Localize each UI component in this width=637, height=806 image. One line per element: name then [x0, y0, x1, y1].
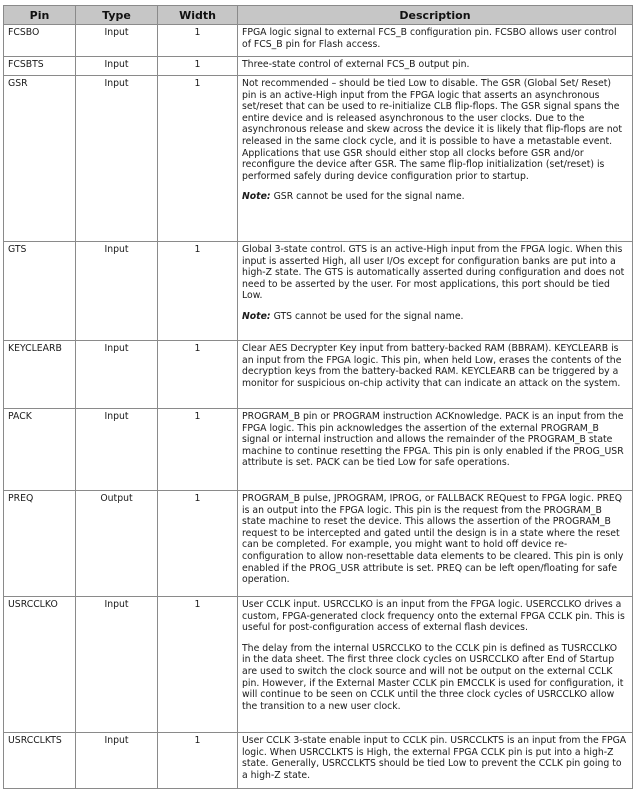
type-cell: Input: [76, 25, 158, 57]
table-row: [4, 76, 633, 242]
width-cell: 1: [158, 597, 238, 733]
description-cell: [238, 76, 633, 242]
width-cell: 1: [158, 76, 238, 242]
note: [242, 311, 628, 323]
type-cell: Input: [76, 597, 158, 733]
header-width: Width: [158, 6, 238, 25]
pin-cell: FCSBTS: [4, 57, 76, 76]
pin-cell: PREQ: [4, 491, 76, 597]
width-cell: 1: [158, 242, 238, 341]
pin-cell: GSR: [4, 76, 76, 242]
type-cell: Input: [76, 341, 158, 409]
table-header-row: [4, 6, 633, 25]
width-cell: 1: [158, 57, 238, 76]
description-cell: [238, 57, 633, 76]
table-row: [4, 409, 633, 491]
type-cell: Input: [76, 733, 158, 789]
description-cell: [238, 597, 633, 733]
header-type: Type: [76, 6, 158, 25]
description-text: User CCLK 3-state enable input to CCLK pin. USRCCLKTS is an input from the FPGA logic. When USRCCLKTS is High, the external FPGA CCLK pin is put into a high-Z state. Generally, USRCCLKTS should be tied Low to prevent the CCLK pin going to a high-Z state.: [242, 735, 627, 781]
description-text: FPGA logic signal to external FCS_B configuration pin. FCSBO allows user control of FCS_B pin for Flash access.: [242, 27, 617, 50]
description-text: PROGRAM_B pulse, JPROGRAM, IPROG, or FALLBACK REQuest to FPGA logic. PREQ is an output into the FPGA logic. This pin is the request from the PROGRAM_B state machine to reset the device. This allows the assertion of the PROGRAM_B request to be intercepted and gated until the design is in a state where the reset can be completed. For example, you might want to hold off device re-configuration to allow non-resettable data elements to be cleared. This pin is only enabled if the PROG_USR attribute is set. PREQ can be left open/floating for safe operation.: [242, 493, 624, 586]
width-cell: 1: [158, 409, 238, 491]
note-text: GTS cannot be used for the signal name.: [270, 310, 464, 322]
width-cell: 1: [158, 25, 238, 57]
pin-cell: USRCCLKO: [4, 597, 76, 733]
description-cell: [238, 25, 633, 57]
description-cell: [238, 341, 633, 409]
width-cell: 1: [158, 491, 238, 597]
description-text: User CCLK input. USRCCLKO is an input from the FPGA logic. USERCCLKO drives a custom, FPGA-generated clock frequency onto the external FPGA CCLK pin. This is useful for post-configuration access of external flash devices.: [242, 599, 625, 634]
note-label: Note:: [242, 191, 271, 203]
description-cell: [238, 409, 633, 491]
description-text: Global 3-state control. GTS is an active-High input from the FPGA logic. When this input is asserted High, all user I/Os except for configuration banks are put into a high-Z state. The GTS is automatically asserted during configuration and does not need to be asserted by the user. For most applications, this port should be tied Low.: [242, 244, 625, 302]
description-cell: [238, 733, 633, 789]
type-cell: Input: [76, 409, 158, 491]
description-text: Clear AES Decrypter Key input from battery-backed RAM (BBRAM). KEYCLEARB is an input from the FPGA logic. This pin, when held Low, erases the contents of the decryption keys from the battery-backed RAM. KEYCLEARB can be triggered by a monitor for suspicious on-chip activity that can indicate an attack on the system.: [242, 343, 622, 389]
table-row: [4, 491, 633, 597]
table-row: [4, 57, 633, 76]
type-cell: Input: [76, 76, 158, 242]
table-row: [4, 597, 633, 733]
pin-cell: KEYCLEARB: [4, 341, 76, 409]
header-pin: Pin: [4, 6, 76, 25]
note-label: Note:: [242, 310, 271, 322]
type-cell: Input: [76, 242, 158, 341]
header-description: Description: [238, 6, 633, 25]
note: [242, 191, 628, 203]
description-text: The delay from the internal USRCCLKO to the CCLK pin is defined as TUSRCCLKO in the data sheet. The first three clock cycles on USRCCLKO after End of Startup are used to switch the clock source and will not be output on the external CCLK pin. However, if the External Master CCLK pin EMCCLK is used for configuration, it will continue to be seen on CCLK until the three clock cycles of USRCCLKO allow the transition to a new user clock.: [242, 642, 624, 712]
description-text: Three-state control of external FCS_B output pin.: [242, 59, 470, 70]
table-row: [4, 733, 633, 789]
pin-cell: FCSBO: [4, 25, 76, 57]
table-row: [4, 242, 633, 341]
description-cell: [238, 491, 633, 597]
type-cell: Input: [76, 57, 158, 76]
table-row: [4, 25, 633, 57]
description-text: Not recommended – should be tied Low to disable. The GSR (Global Set/ Reset) pin is an active-High input from the FPGA logic that asserts an asynchronous set/reset that can be used to re-initialize CLB flip-flops. The GSR signal spans the entire device and is released asynchronous to the user clocks. Due to the asynchronous release and skew across the device it is likely that flip-flops are not released in the same clock cycle, and it is possible to have a metastable event. Applications that use GSR should either stop all clocks before GSR and/or reconfigure the device after GSR. The same flip-flop initialization (set/reset) is performed safely during device configuration prior to startup.: [242, 78, 622, 182]
pin-cell: USRCCLKTS: [4, 733, 76, 789]
pin-cell: PACK: [4, 409, 76, 491]
description-cell: [238, 242, 633, 341]
width-cell: 1: [158, 733, 238, 789]
width-cell: 1: [158, 341, 238, 409]
description-text: PROGRAM_B pin or PROGRAM instruction ACKnowledge. PACK is an input from the FPGA logic. This pin acknowledges the assertion of the external PROGRAM_B signal or internal instruction and allows the remainder of the PROGRAM_B state machine to continue resetting the FPGA. This pin is only enabled if the PROG_USR attribute is set. PACK can be tied Low for safe operations.: [242, 411, 624, 469]
table-row: [4, 341, 633, 409]
type-cell: Output: [76, 491, 158, 597]
pin-description-table: [3, 5, 633, 789]
note-text: GSR cannot be used for the signal name.: [270, 191, 465, 203]
pin-cell: GTS: [4, 242, 76, 341]
